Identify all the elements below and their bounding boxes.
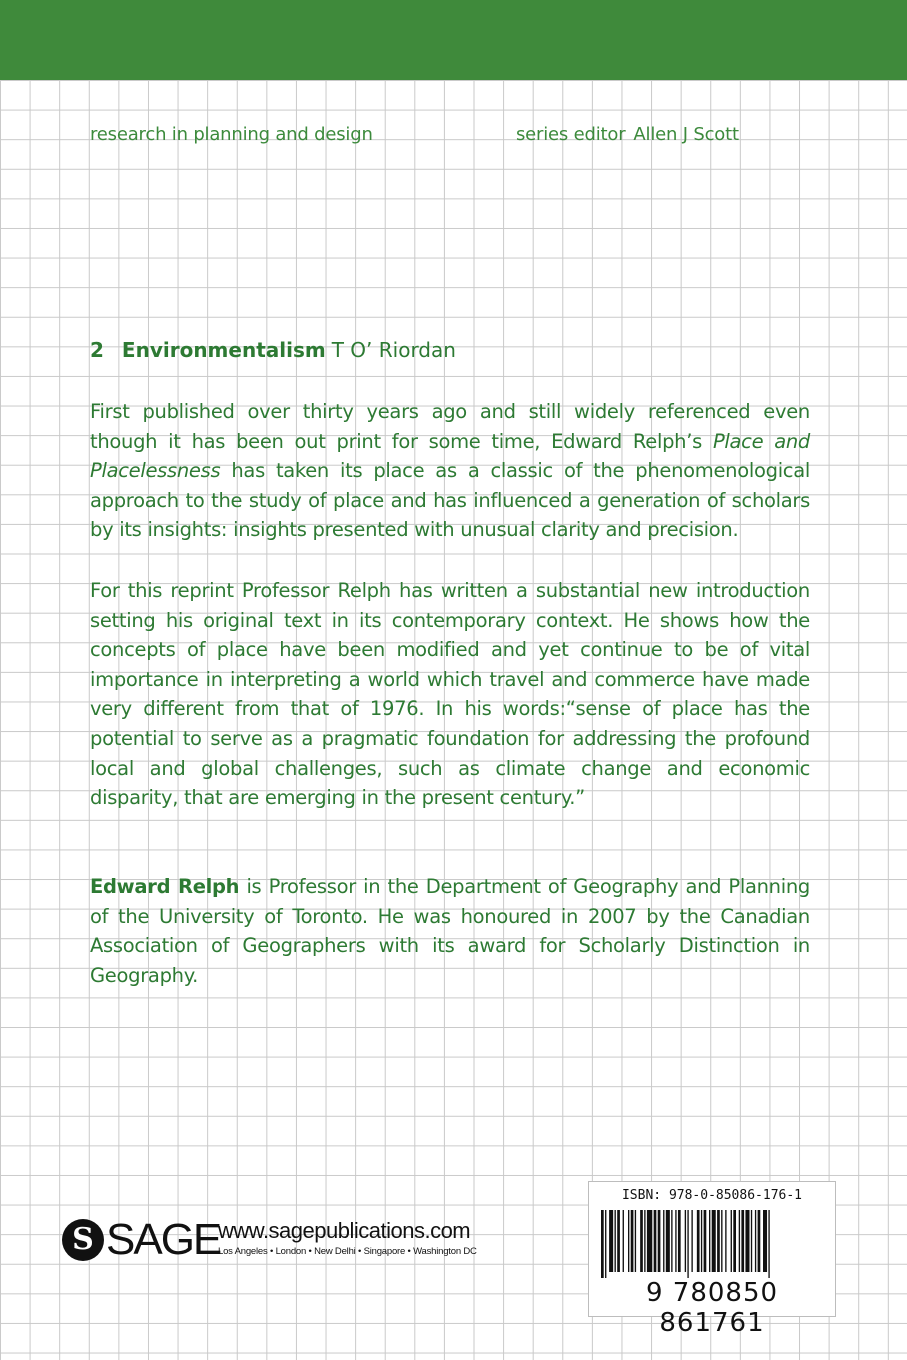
barcode-bar [617,1210,620,1272]
barcode-bar [685,1210,686,1272]
barcode-bar [741,1210,744,1272]
barcode-bar [631,1210,634,1272]
barcode-bar [739,1210,740,1272]
barcode-digits: 9 780850 861761 [645,1278,779,1338]
book-title: Place and Placelessness [90,429,811,483]
barcode-bar [666,1210,670,1272]
sage-logo [62,1216,220,1264]
barcode-bar [678,1210,681,1272]
barcode-bar [717,1210,720,1272]
barcode-bar [725,1210,726,1272]
barcode-bar [758,1210,761,1272]
barcode-bar [671,1210,672,1272]
series-editor-name: Allen J Scott [633,124,739,145]
series-editor-label: series editor [516,124,626,145]
barcode-bar [721,1210,722,1272]
series-volume-heading [90,338,456,362]
barcode-bar [635,1210,636,1272]
author-bio-paragraph [90,872,810,990]
barcode-bar [701,1210,702,1272]
barcode-bar [733,1210,736,1272]
barcode-bar [755,1210,756,1272]
barcode-bar [691,1210,692,1272]
barcode-bar [605,1210,606,1278]
description-paragraph-1 [90,397,810,545]
publisher-url: www.sagepublications.com [218,1218,471,1243]
barcode-bar [647,1210,652,1272]
barcode-bar [675,1210,676,1272]
top-color-band [0,0,907,80]
publisher-block [62,1216,522,1276]
barcode-bar [745,1210,749,1272]
barcode-bar [763,1210,767,1272]
barcode-bar [697,1210,700,1272]
barcode-bar [644,1210,645,1272]
barcode-bar [731,1210,732,1272]
barcode-bar [768,1210,769,1278]
barcode-bar [687,1210,688,1278]
barcode-bar [628,1210,629,1272]
barcode-bar [654,1210,657,1272]
series-editor-line [516,124,739,145]
author-bio-text: is Professor in the Department of Geography and Planning of the University of Toronto. He was honoured in 2007 by the Canadian Association of Geographers with its award for Scholarly Distinction in Geography. [90,875,811,987]
barcode-bar [615,1210,616,1272]
isbn-label: ISBN: 978-0-85086-176-1 [621,1188,802,1203]
paragraph-1-text-a: First published over thirty years ago and still widely referenced even though it has been out print for some time, Edward Relph’s [90,400,810,453]
sage-logo-icon: S [62,1219,104,1261]
volume-number: 2 [90,338,104,362]
sage-logo-word: SAGE [106,1215,221,1264]
barcode-bars [597,1210,827,1278]
barcode-bar [601,1210,604,1278]
barcode-bar [663,1210,664,1272]
barcode-bar [751,1210,752,1272]
series-title: research in planning and design [90,124,373,145]
barcode-bar [623,1210,624,1272]
barcode-bar [658,1210,661,1272]
isbn-barcode [588,1181,836,1338]
barcode-bar [704,1210,707,1272]
barcode-bar [640,1210,643,1272]
description-paragraph-2: For this reprint Professor Relph has written a substantial new introduction setting his original text in its contemporary context. He shows how the concepts of place have been modified and yet continue to be of vital importance in interpreting a world which travel and commerce have made very different from that of 1976. In his words:“sense of place has the potential to serve as a pragmatic foundation for addressing the profound local and global challenges, such as climate change and economic disparity, that are emerging in the present century.” [90,579,810,810]
barcode-bar [709,1210,710,1272]
barcode-bar [609,1210,613,1272]
barcode-bar [712,1210,716,1272]
paragraph-1-text-b: has taken its place as a classic of the phenomenological approach to the study of place and has influenced a generation of scholars by its insights: insights presented with unusual clarity and precision. [90,459,810,542]
volume-author: T O’ Riordan [331,338,456,362]
volume-title: Environmentalism [121,338,326,362]
author-name: Edward Relph [90,875,240,898]
publisher-cities: Los Angeles • London • New Delhi • Singapore • Washington DC [218,1246,477,1257]
